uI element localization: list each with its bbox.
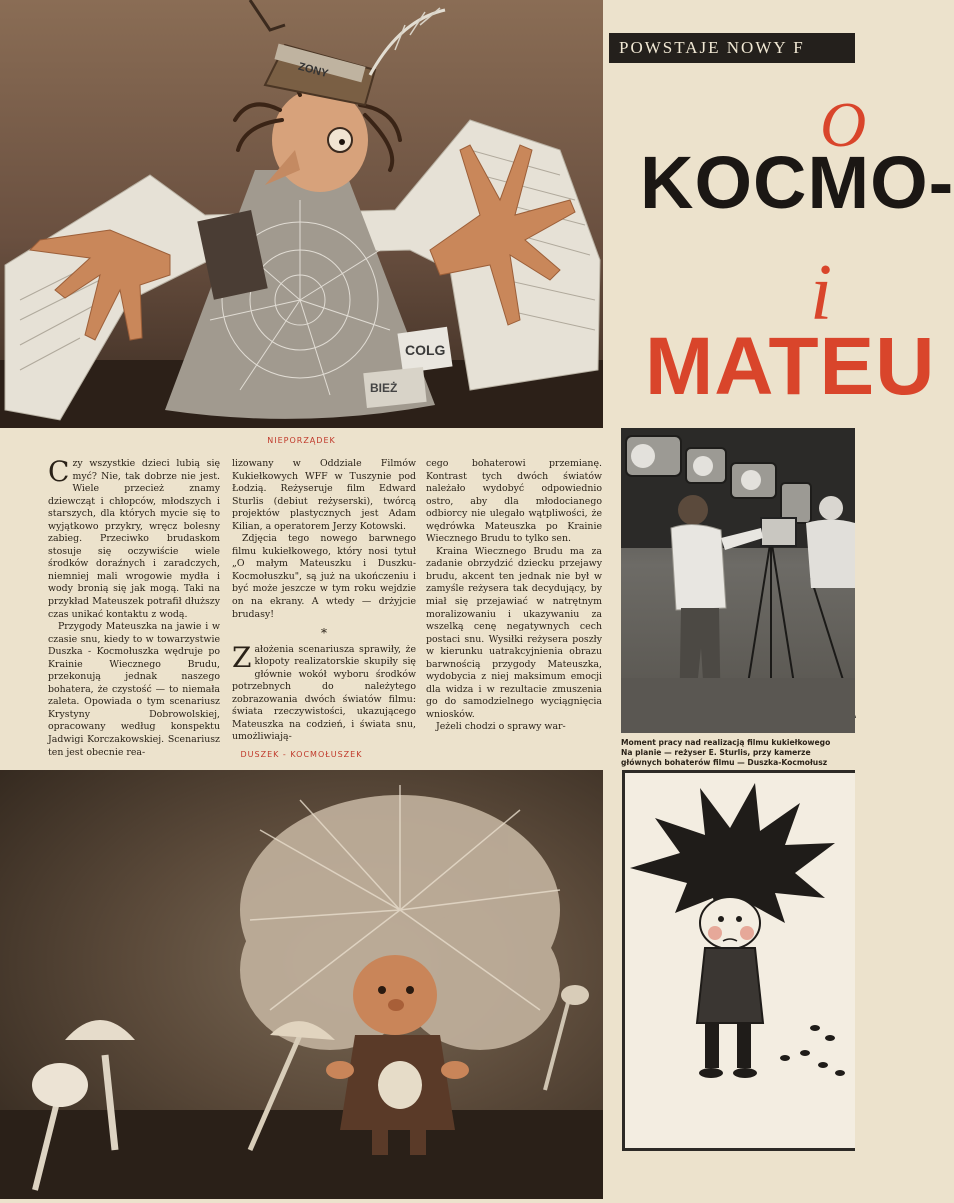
label-colg: COLG — [405, 342, 446, 358]
drawing-kocmoluszek — [622, 770, 855, 1151]
paragraph: Przygody Mateuszka na jawie i w czasie snu, kiedy to w towarzystwie Duszka - Kocmołuszka wędruje po Krainie Wiecznego Brudu, przekonują jednak naszego bohatera, że czystość — to niemała zaleta. Opowiada o tym scenariusz Krystyny Dobrowolskiej, opracowany według konspektu Jadwigi Korczakowskiej. Scenariusz ten jest obecnie rea- — [48, 621, 220, 758]
film-set-illustration — [621, 428, 855, 733]
label-bies: BIEŻ — [370, 381, 398, 395]
kocmoluszek-sketch — [625, 773, 855, 1148]
title-line-mateu: MATEU — [645, 321, 936, 412]
drop-cap: C — [48, 455, 70, 488]
article-column-1 — [48, 455, 220, 759]
caption-film-set-line3: głównych bohaterów filmu — Duszka-Kocmołusz — [621, 758, 828, 767]
paragraph — [232, 640, 416, 744]
section-separator: * — [321, 626, 327, 641]
paragraph: Jeżeli chodzi o sprawy war- — [436, 721, 566, 733]
article-column-3 — [426, 458, 602, 734]
caption-duszek: DUSZEK - KOCMOŁUSZEK — [240, 750, 363, 759]
title-line-o: O — [820, 89, 867, 160]
paragraph: lizowany w Oddziale Filmów Kukiełkowych WFF w Tuszynie pod Łodzią. Reżyseruje film Edward Sturlis (debiut reżyserski), twórcą projektów plastycznych jest Adam Kilian, a operatorem Jerzy Kotowski. — [232, 458, 416, 532]
photo-nieporzadek — [0, 0, 603, 428]
section-banner: POWSTAJE NOWY F — [609, 33, 855, 63]
paragraph-text: ałożenia scenariusza sprawiły, że kłopoty realizatorskie skupiły się głównie wokół wyboru środków potrzebnych do należytego zobrazowania dwóch światów filmu: świata rzeczywistości, ukazującego Mateuszka na codzień, i świata snu, umożliwiają- — [232, 643, 416, 743]
photo-duszek-kocmoluszek — [0, 770, 603, 1199]
caption-film-set-line2: Na planie — reżyser E. Sturlis, przy kamerze — [621, 748, 811, 757]
title-line-kocmo: KOCMO- — [640, 141, 954, 224]
photo-film-set — [621, 428, 855, 733]
paragraph: cego bohaterowi przemianę. Kontrast tych dwóch światów należało wydobyć odpowiednio ostro, aby dla młodocianego odbiorcy nie ulegało wątpliwości, że wędrówka Mateuszka po Krainie Wiecznego Brudu to tylko sen. — [426, 458, 602, 545]
paragraph-text: zy wszystkie dzieci lubią się myć? Nie, tak dobrze nie jest. Wiele przecież znamy dziewcząt i chłopców, młodszych i starszych, dla których mycie się to wyjątkowo przykry, wręcz bolesny zabieg. Przeciwko brudaskom stosuje się oczywiście wiele środków doraźnych i zaradczych, niemniej mali wrogowie mydła i wody bronią się jak mogą. Taki na przykład Mateuszek potrafił dłuższy czas unikać kontaktu z wodą. — [48, 458, 220, 620]
article-column-2 — [232, 458, 416, 744]
drop-cap: Z — [232, 640, 252, 674]
paragraph — [48, 455, 220, 621]
caption-nieporzadek: NIEPORZĄDEK — [267, 436, 336, 445]
paragraph: Kraina Wiecznego Brudu ma za zadanie obrzydzić dziecku przejawy brudu, akcent ten jednak nie był w zamyśle reżysera tak decydujący, by miał się przejawiać w natrętnym moralizowaniu i ukazywaniu za wszelką cenę negatywnych cech postaci snu. Wysiłki reżysera poszły w kierunku uatrakcyjnienia obrazu barwnością przygody Mateuszka, wydobycia z niej maksimum emocji dla widza i w rezultacie zmuszenia go do samodzielnego wyciągnięcia wniosków. — [426, 545, 602, 720]
title-line-i: i — [810, 249, 833, 337]
paragraph: Zdjęcia tego nowego barwnego filmu kukiełkowego, który nosi tytuł „O małym Mateuszku i Duszku-Kocmołuszku", są już na ukończeniu i być może jeszcze w tym roku wejdzie on na ekrany. A wtedy — drżyjcie brudasy! — [232, 533, 416, 620]
puppet-illustration — [0, 0, 603, 428]
hat-band-text: ZONY — [296, 60, 330, 81]
caption-film-set-line1: Moment pracy nad realizacją filmu kukiełkowego — [621, 738, 831, 747]
duszek-illustration — [0, 770, 603, 1199]
